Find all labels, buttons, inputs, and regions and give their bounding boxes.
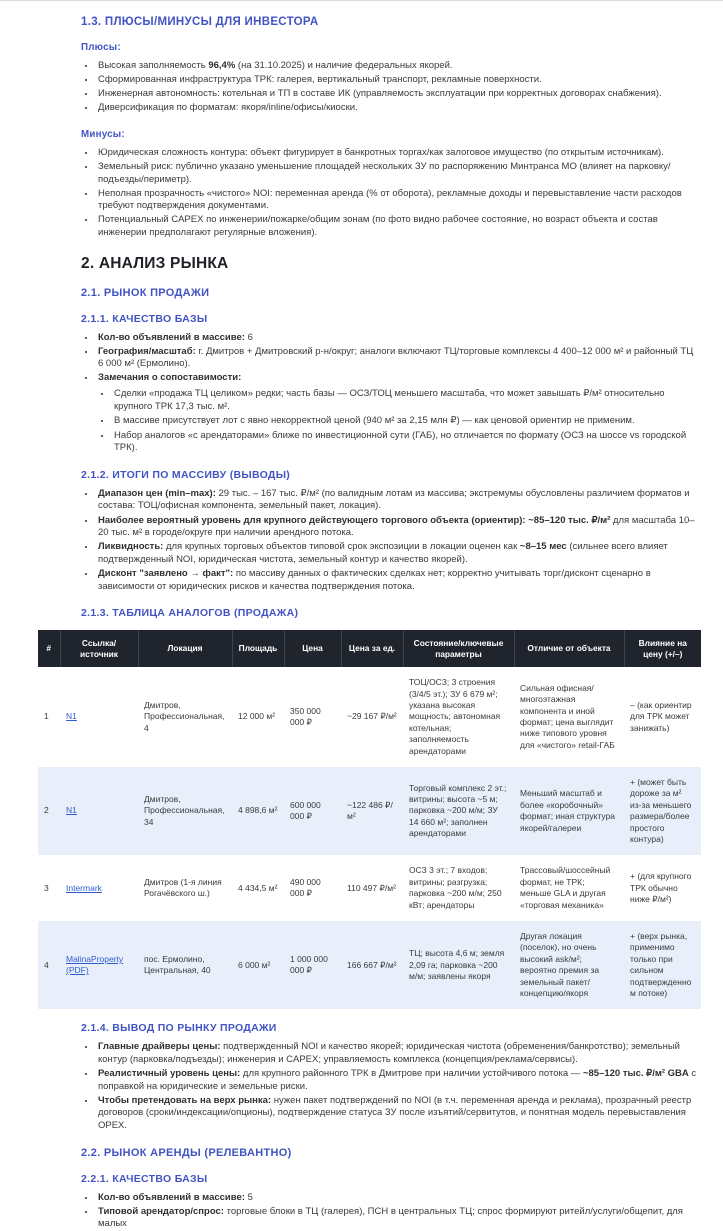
cell-diff: Другая локация (поселок), но очень высокий ask/м²; вероятно премия за земельный пакет/концепцию/якоря	[520, 931, 600, 999]
heading-2-1-1: 2.1.1. КАЧЕСТВО БАЗЫ	[81, 312, 208, 325]
bullet-lead: ~8–15 мес	[519, 541, 567, 553]
list-item	[112, 415, 701, 428]
cell-area: 6 000 м²	[238, 959, 271, 970]
source-link[interactable]: Intermark	[66, 882, 102, 893]
label-plus: Плюсы:	[81, 42, 121, 53]
analogs-table	[38, 630, 701, 1009]
cell-area: 4 434,5 м²	[238, 882, 278, 893]
cell-price: 490 000 000 ₽	[290, 876, 321, 899]
bullet-lead: Кол-во объявлений в массиве:	[98, 331, 245, 343]
table-row	[38, 855, 701, 921]
list-minus	[81, 147, 701, 240]
list-item	[96, 515, 701, 540]
cell-state: ОСЗ 3 эт.; 7 входов; витрины; разгрузка; парковка ~200 м/м; 250 кВт; арендаторы	[409, 865, 502, 910]
col-header-diff: Отличие от объекта	[514, 630, 624, 667]
list-item	[96, 372, 701, 455]
table-row	[38, 921, 701, 1009]
bullet-lead: География/масштаб:	[98, 345, 196, 357]
cell-location: Дмитров, Профессиональная, 34	[144, 794, 225, 827]
list-rent-quality	[81, 1192, 701, 1231]
cell-source	[60, 855, 138, 921]
source-link[interactable]: N1	[66, 805, 77, 816]
list-item	[96, 541, 701, 566]
list-item	[96, 74, 701, 87]
list-item	[96, 346, 701, 371]
list-item	[112, 388, 701, 413]
bullet-lead: Ликвидность:	[98, 541, 164, 553]
bullet-text: торговые блоки в ТЦ (галерея), ПСН в центральных ТЦ; спрос формируют ритейл/услуги/общепит, для малых	[98, 1205, 683, 1230]
cell-unit-price: 166 667 ₽/м²	[347, 959, 397, 970]
cell-unit-price: ~29 167 ₽/м²	[347, 711, 397, 722]
bullet-text: Неполная прозрачность «чистого» NOI: переменная аренда (% от оборота), рекламные доходы и перевыставление части расходов требуют подтверждения документами.	[98, 187, 682, 212]
list-comparability-notes	[98, 388, 701, 455]
cell-location: Дмитров, Профессиональная, 4	[144, 699, 225, 733]
cell-source	[60, 767, 138, 855]
bullet-lead: Главные драйверы цены:	[98, 1041, 221, 1053]
col-header-impact: Влияние на цену (+/–)	[624, 630, 701, 667]
col-header-location: Локация	[138, 630, 232, 667]
bullet-text: (на 31.10.2025) и наличие федеральных якорей.	[235, 60, 453, 71]
bullet-text: для крупных торговых объектов типовой срок экспозиции в локации оценен как	[163, 541, 520, 553]
list-item	[96, 88, 701, 101]
cell-impact: – (как ориентир для ТРК может занижать)	[630, 699, 692, 733]
source-link[interactable]: N1	[66, 711, 77, 722]
bullet-text: 6	[244, 331, 253, 343]
list-item	[96, 161, 701, 186]
cell-num: 1	[44, 711, 49, 722]
list-item	[96, 1068, 701, 1093]
cell-price: 350 000 000 ₽	[290, 705, 321, 728]
col-header-area: Площадь	[232, 630, 284, 667]
bullet-lead: Наиболее вероятный уровень для крупного действующего торгового объекта (ориентир): ~85–120 тыс. ₽/м²	[98, 514, 611, 526]
bullet-lead: ~85–120 тыс. ₽/м² GBA	[582, 1068, 689, 1080]
bullet-text: Диверсификация по форматам: якоря/inline/офисы/киоски.	[98, 102, 358, 114]
bullet-lead: Чтобы претендовать на верх рынка:	[98, 1094, 272, 1106]
cell-diff: Трассовый/шоссейный формат, не ТРК; меньше GLA и другая «торговая механика»	[520, 865, 611, 910]
cell-source	[60, 921, 138, 1009]
list-item	[96, 60, 701, 73]
bullet-lead: Диапазон цен (min–max):	[98, 487, 216, 499]
bullet-lead: Замечания о сопоставимости:	[98, 372, 242, 384]
cell-price: 600 000 000 ₽	[290, 799, 321, 822]
col-header-price: Цена	[284, 630, 341, 667]
list-item	[96, 102, 701, 115]
bullet-text: нужен пакет подтверждений по NOI (в т.ч. переменная аренда и реклама), прозрачный реестр договоров (сроки/индексации/опционы), подтверждение статуса ЗУ после изъятий/сервитутов, и понятная модель перевыставления OPEX.	[98, 1094, 692, 1132]
cell-diff: Меньший масштаб и более «коробочный» формат; иная структура якорей/галереи	[520, 788, 616, 833]
list-item	[96, 1206, 701, 1231]
list-item	[96, 332, 701, 345]
list-item	[96, 188, 701, 213]
bullet-text: Юридическая сложность контура: объект фигурирует в банкротных торгах/как залоговое имущество (по открытым источникам).	[98, 146, 664, 158]
bullet-text: (сильнее всего влияет подтвержденный NOI, юридическая чистота, земельный контур и качество якорей).	[98, 541, 668, 565]
heading-2-1-4: 2.1.4. ВЫВОД ПО РЫНКУ ПРОДАЖИ	[81, 1022, 277, 1035]
cell-num: 2	[44, 805, 49, 816]
cell-price: 1 000 000 000 ₽	[290, 953, 328, 976]
cell-location: Дмитров (1-я линия Рогачёвского ш.)	[144, 876, 222, 899]
list-item	[96, 1095, 701, 1133]
cell-diff: Сильная офисная/многоэтажная компонента и иной формат; цена выглядит ниже типового уровня для «чистого» retail-ГАБ	[520, 682, 615, 750]
table-header-row	[38, 630, 701, 667]
cell-location: пос. Ермолино, Центральная, 40	[144, 953, 211, 976]
cell-area: 12 000 м²	[238, 711, 276, 722]
bullet-text: для масштаба 10–20 тыс. м² в городе/округе при наличии арендного потока.	[98, 514, 695, 539]
cell-state: Торговый комплекс 2 эт.; витрины; высота ~5 м; парковка ~200 м/м; ЗУ 14 660 м²; заполнен арендаторами	[409, 782, 507, 839]
source-link[interactable]: MalinaProperty (PDF)	[66, 953, 124, 976]
heading-2: 2. АНАЛИЗ РЫНКА	[81, 254, 229, 272]
cell-num: 3	[44, 882, 49, 893]
list-sale-quality	[81, 332, 701, 455]
cell-unit-price: 110 497 ₽/м²	[347, 882, 396, 893]
list-item	[96, 214, 701, 239]
bullet-text: Сформированная инфраструктура ТРК: галерея, вертикальный транспорт, рекламные поверхности.	[98, 74, 542, 86]
list-item	[96, 1041, 701, 1066]
list-item	[96, 1192, 701, 1205]
bullet-lead: Реалистичный уровень цены:	[98, 1068, 241, 1080]
heading-2-2: 2.2. РЫНОК АРЕНДЫ (РЕЛЕВАНТНО)	[81, 1146, 292, 1159]
bullet-text: Инженерная автономность: котельная и ТП в составе ИК (управляемость эксплуатации при корректных договорах снабжения).	[98, 88, 662, 100]
bullet-lead: Типовой арендатор/спрос:	[98, 1205, 224, 1217]
bullet-text: Земельный риск: публично указано уменьшение площадей нескольких ЗУ по распоряжению Минтранса МО (влияет на парковку/подъезды/периметр).	[98, 160, 671, 185]
col-header-state: Состояние/ключевые параметры	[403, 630, 514, 667]
cell-num: 4	[44, 959, 49, 970]
list-item	[96, 488, 701, 513]
table-row	[38, 667, 701, 767]
bullet-text: г. Дмитров + Дмитровский р-н/округ; аналоги включают ТЦ/торговые комплексы 4 400–12 000 м² и районный ТЦ 6 000 м² (Ермолино).	[98, 345, 694, 370]
list-plus	[81, 60, 701, 115]
list-sale-conclusion	[81, 1041, 701, 1132]
bullet-lead: 96,4%	[208, 60, 236, 71]
cell-impact: + (может быть дороже за м² из-за меньшего размера/более простого контура)	[630, 776, 692, 844]
cell-impact: + (для крупного ТРК обычно ниже ₽/м²)	[630, 871, 692, 904]
cell-state: ТОЦ/ОСЗ; 3 строения (3/4/5 эт.); ЗУ 6 679 м²; указана высокая мощность; автономная котельная; заполняемость арендаторами	[409, 677, 501, 756]
bullet-text: Потенциальный CAPEX по инженерии/пожарке/общим зонам (по фото видно рабочее состояние, но возраст объекта и состав инженерии предполагают регулярные вложения).	[98, 214, 658, 238]
bullet-text: для крупного районного ТРК в Дмитрове при наличии устойчивого потока —	[240, 1068, 583, 1080]
list-item	[96, 147, 701, 160]
cell-source	[60, 667, 138, 767]
bullet-text: 5	[244, 1191, 253, 1203]
cell-state: ТЦ; высота 4,6 м; земля 2,09 га; парковка ~200 м/м; заявлены якоря	[409, 948, 505, 981]
bullet-text: Набор аналогов «с арендаторами» ближе по инвестиционной сути (ГАБ), но отличается по формату (ОСЗ на шоссе vs городской ТРК).	[114, 429, 687, 454]
bullet-text: с поправкой на юридические и земельные риски.	[98, 1068, 697, 1092]
bullet-text: В массиве присутствует лот с явно некорректной ценой (940 м² за 2,15 млн ₽) — как ценовой ориентир не применим.	[114, 415, 635, 427]
bullet-text: подтвержденный NOI и качество якорей; юридическая чистота (обременения/банкротство); земельный контур (парковка/подъезды); инженерия и CAPEX; управляемость комплекса (концепция/реклама/сервисы).	[98, 1041, 680, 1066]
bullet-text: Сделки «продажа ТЦ целиком» редки; часть базы — ОСЗ/ТОЦ меньшего масштаба, что может завышать ₽/м² относительно крупного ТРК 17,3 тыс. м².	[114, 387, 665, 412]
table-row	[38, 767, 701, 855]
bullet-text: 29 тыс. – 167 тыс. ₽/м² (по валидным лотам из массива; экстремумы обусловлены различием форматов и состава: ТОЦ/офисная компонента, земельный пакет, локация).	[98, 487, 690, 512]
col-header-source: Ссылка/источник	[60, 630, 138, 667]
cell-area: 4 898,6 м²	[238, 805, 278, 816]
heading-2-2-1: 2.2.1. КАЧЕСТВО БАЗЫ	[81, 1172, 208, 1185]
bullet-lead: Кол-во объявлений в массиве:	[98, 1191, 245, 1203]
list-sale-results	[81, 488, 701, 593]
label-minus: Минусы:	[81, 128, 125, 140]
heading-2-1-2: 2.1.2. ИТОГИ ПО МАССИВУ (ВЫВОДЫ)	[81, 468, 291, 481]
col-header-num: #	[38, 630, 60, 667]
heading-2-1: 2.1. РЫНОК ПРОДАЖИ	[81, 286, 210, 299]
bullet-text: по массиву данных о фактических сделках нет; корректно учитывать торг/дисконт сценарно в зависимости от юридических рисков и качества подтверждения потока.	[98, 567, 651, 592]
cell-unit-price: ~122 486 ₽/м²	[347, 799, 393, 822]
col-header-unit-price: Цена за ед.	[341, 630, 403, 667]
bullet-text: Высокая заполняемость	[98, 60, 209, 71]
list-item	[112, 430, 701, 455]
list-item	[96, 568, 701, 593]
heading-2-1-3: 2.1.3. ТАБЛИЦА АНАЛОГОВ (ПРОДАЖА)	[81, 607, 299, 620]
cell-impact: + (верх рынка, применимо только при сильном подтвержденном потоке)	[630, 931, 692, 999]
bullet-lead: Дисконт "заявлено → факт":	[98, 567, 234, 579]
heading-1-3: 1.3. ПЛЮСЫ/МИНУСЫ ДЛЯ ИНВЕСТОРА	[81, 16, 319, 28]
